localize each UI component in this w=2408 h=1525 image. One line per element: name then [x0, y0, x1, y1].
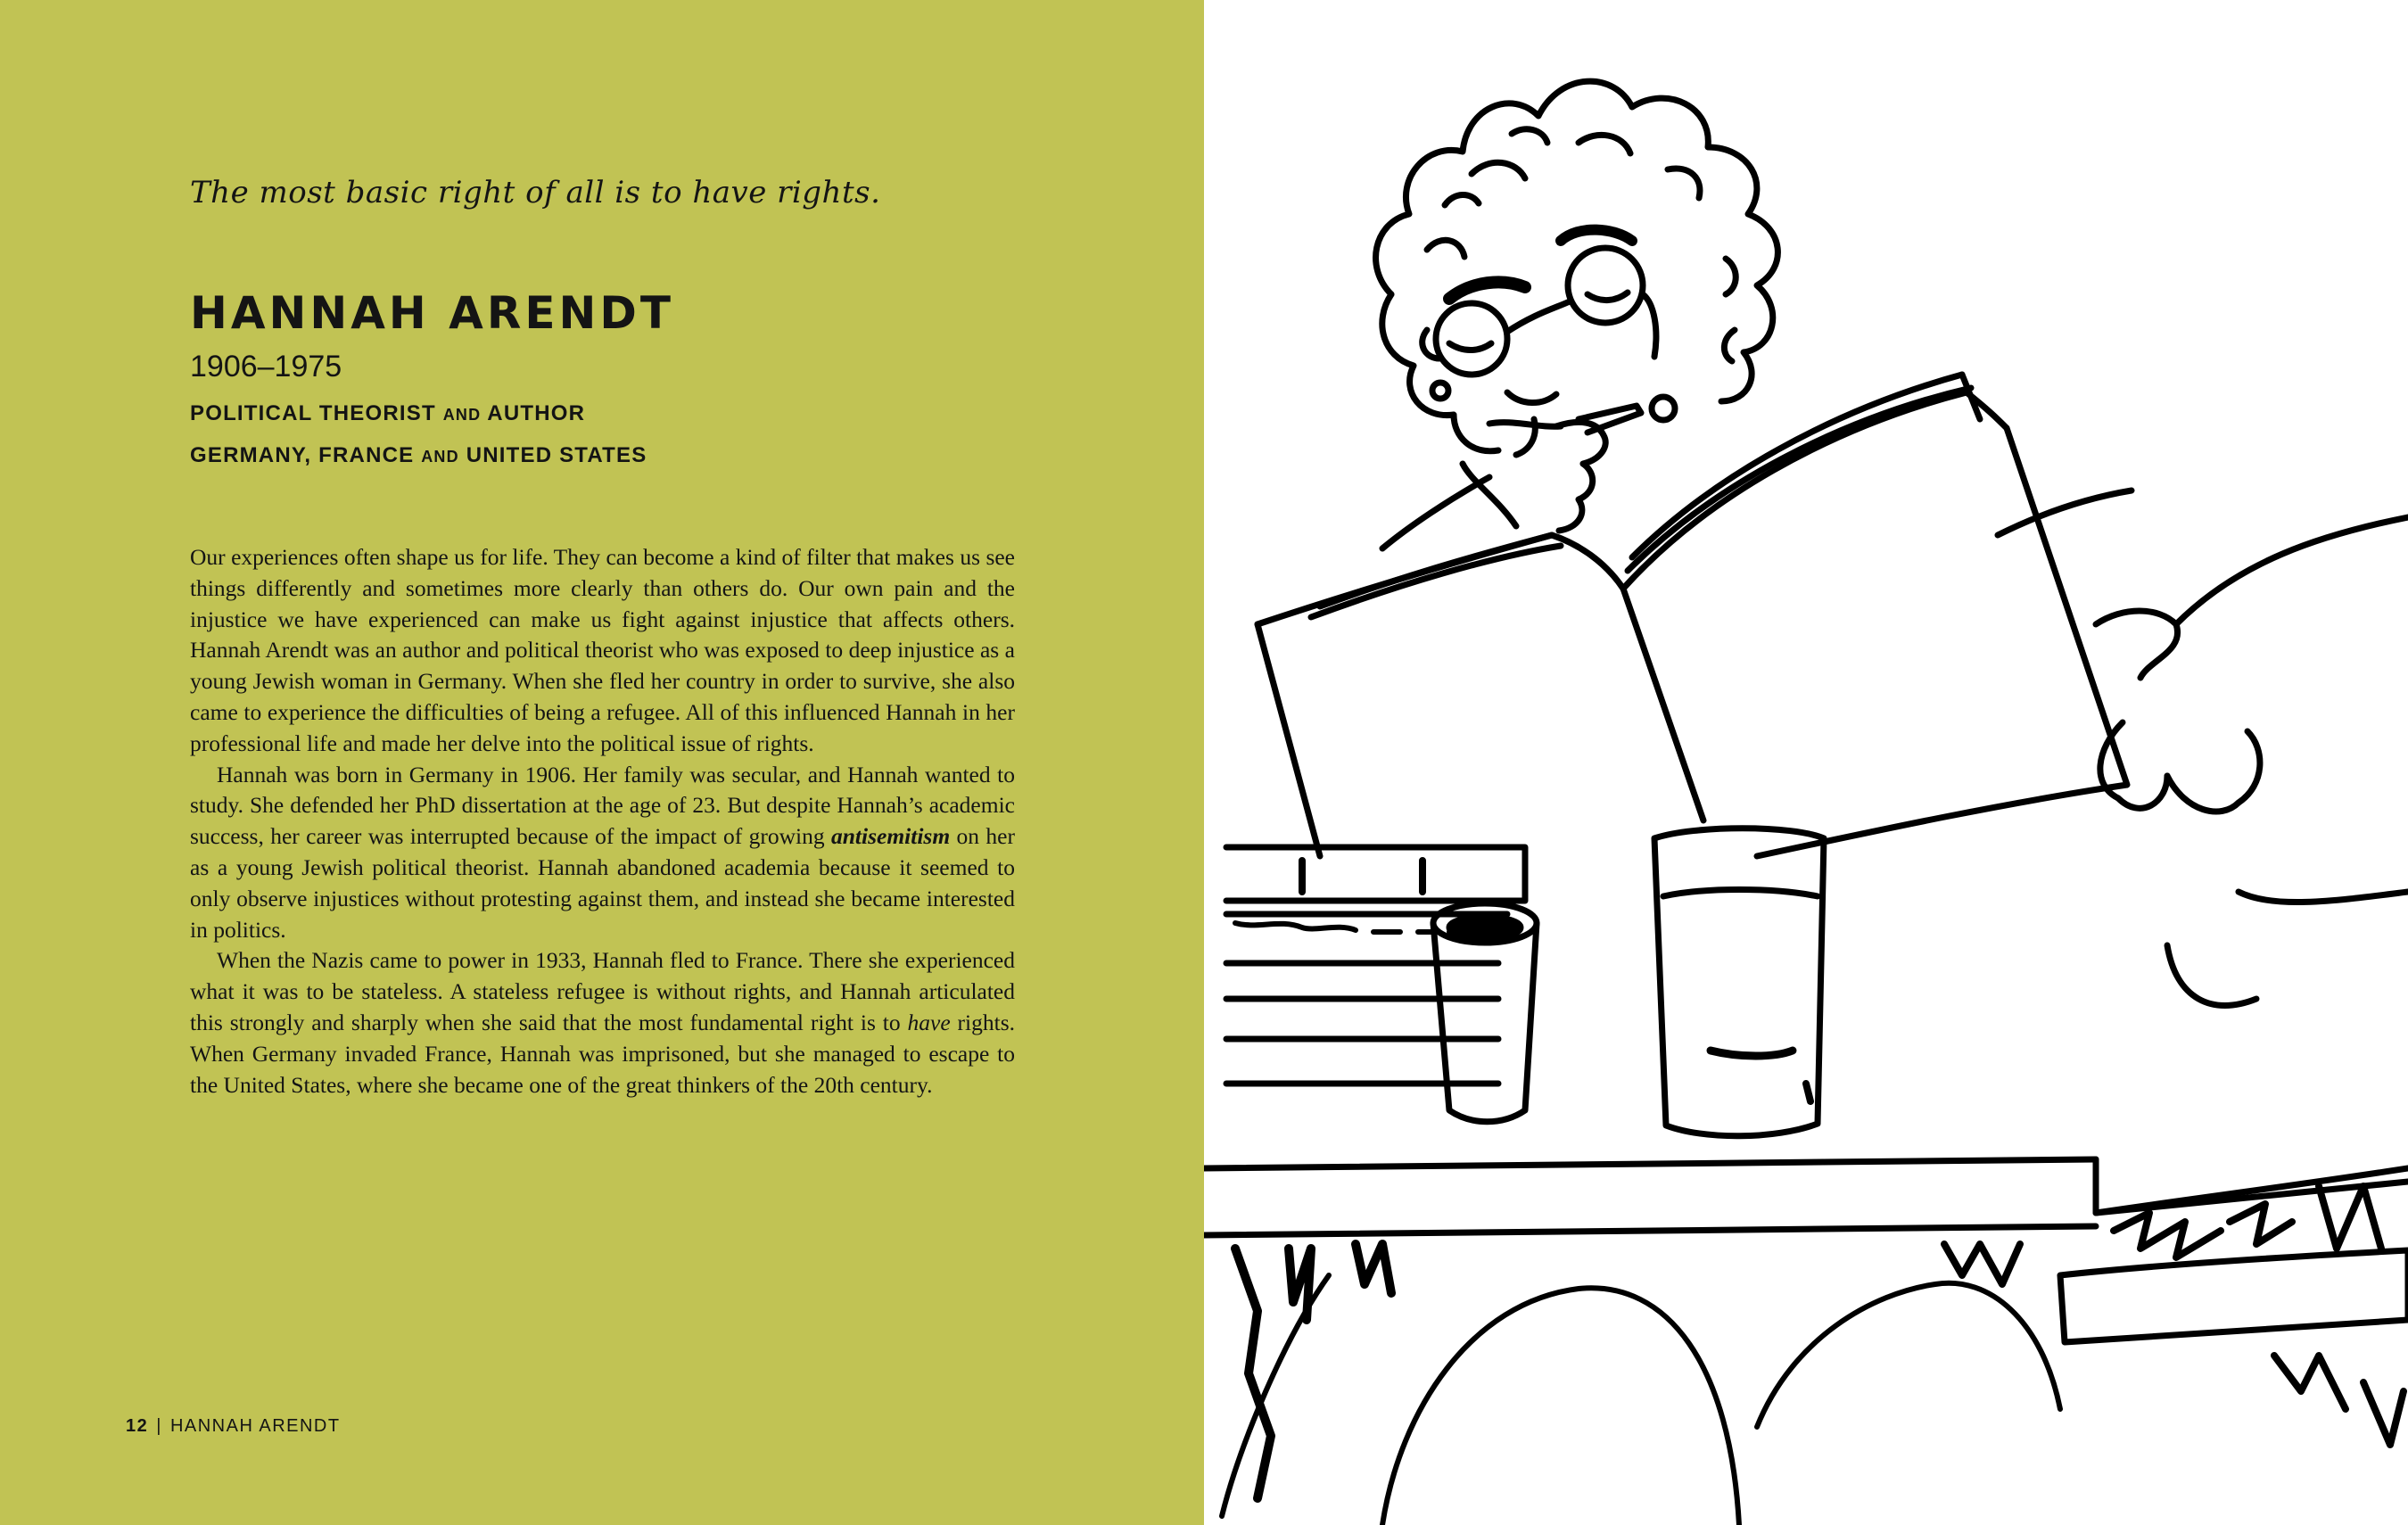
- paragraph-2-text-b: on her as a young Jewish political theorist. Hannah abandoned academia because it seemed to only observe injustices without protesting against them, and instead she became interested in politics.: [190, 823, 1015, 943]
- footer-separator: |: [156, 1416, 162, 1436]
- paragraph-3: [190, 945, 1015, 1100]
- countries-line: [190, 443, 647, 468]
- running-head: HANNAH ARENDT: [169, 1416, 341, 1436]
- page-footer: [126, 1416, 341, 1437]
- occupation-secondary: AUTHOR: [487, 401, 586, 425]
- face-drawing: [1432, 230, 1675, 455]
- occupation-line: [190, 401, 585, 426]
- portrait-illustration: [1204, 0, 2408, 1525]
- countries-secondary: UNITED STATES: [466, 443, 647, 467]
- epigraph-quote: The most basic right of all is to have rights.: [190, 175, 881, 210]
- illustration-page: [1204, 0, 2408, 1525]
- occupation-connector: AND: [442, 406, 482, 424]
- arm-and-hand-drawing: [1998, 490, 2408, 1006]
- open-book-drawing: [1258, 375, 2127, 856]
- emphasis-have: have: [907, 1009, 951, 1035]
- hand-with-pencil-drawing: [1382, 406, 1641, 548]
- paragraph-2: [190, 760, 1015, 946]
- countries-primary: GERMANY, FRANCE: [190, 443, 415, 467]
- person-name-heading: HANNAH ARENDT: [190, 287, 674, 339]
- paragraph-1: Our experiences often shape us for life. They can become a kind of filter that makes us see things differently and sometimes more clearly than others do. Our own pain and the injustice we have experienced can make us fight against injustice that affects others. Hannah Arendt was an author and political theorist who was exposed to deep injustice as a young Jewish woman in Germany. When she fled her country in order to survive, she also came to experience the difficulties of being a refugee. All of this influenced Hannah in her professional life and made her delve into the political issue of rights.: [190, 544, 1015, 756]
- shading-drawing: [1222, 1186, 2404, 1525]
- occupation-primary: POLITICAL THEORIST: [190, 401, 436, 425]
- paragraph-3-text-a: When the Nazis came to power in 1933, Hannah fled to France. There she experienced what it was to be stateless. A stateless refugee is without rights, and Hannah articulated this strongly and sharply when she said that the most fundamental right is to: [190, 947, 1015, 1035]
- books-on-table-drawing: [1226, 847, 1525, 1084]
- paragraph-3-text-b: rights. When Germany invaded France, Hannah was imprisoned, but she managed to escape to the United States, where she became one of the great thinkers of the 20th century.: [190, 1009, 1015, 1098]
- life-years: 1906–1975: [190, 350, 342, 383]
- paragraph-2-text-a: Hannah was born in Germany in 1906. Her family was secular, and Hannah wanted to study. She defended her PhD dissertation at the age of 23. But despite Hannah’s academic success, her career was interrupted because of the impact of growing: [190, 761, 1015, 850]
- glass-drawing: [1654, 828, 1824, 1136]
- page-number: 12: [126, 1416, 149, 1436]
- countries-connector: AND: [421, 448, 459, 466]
- glossary-term-antisemitism: antisemitism: [830, 823, 951, 850]
- biography-body: [190, 542, 1015, 1100]
- cup-drawing: [1433, 903, 1537, 1122]
